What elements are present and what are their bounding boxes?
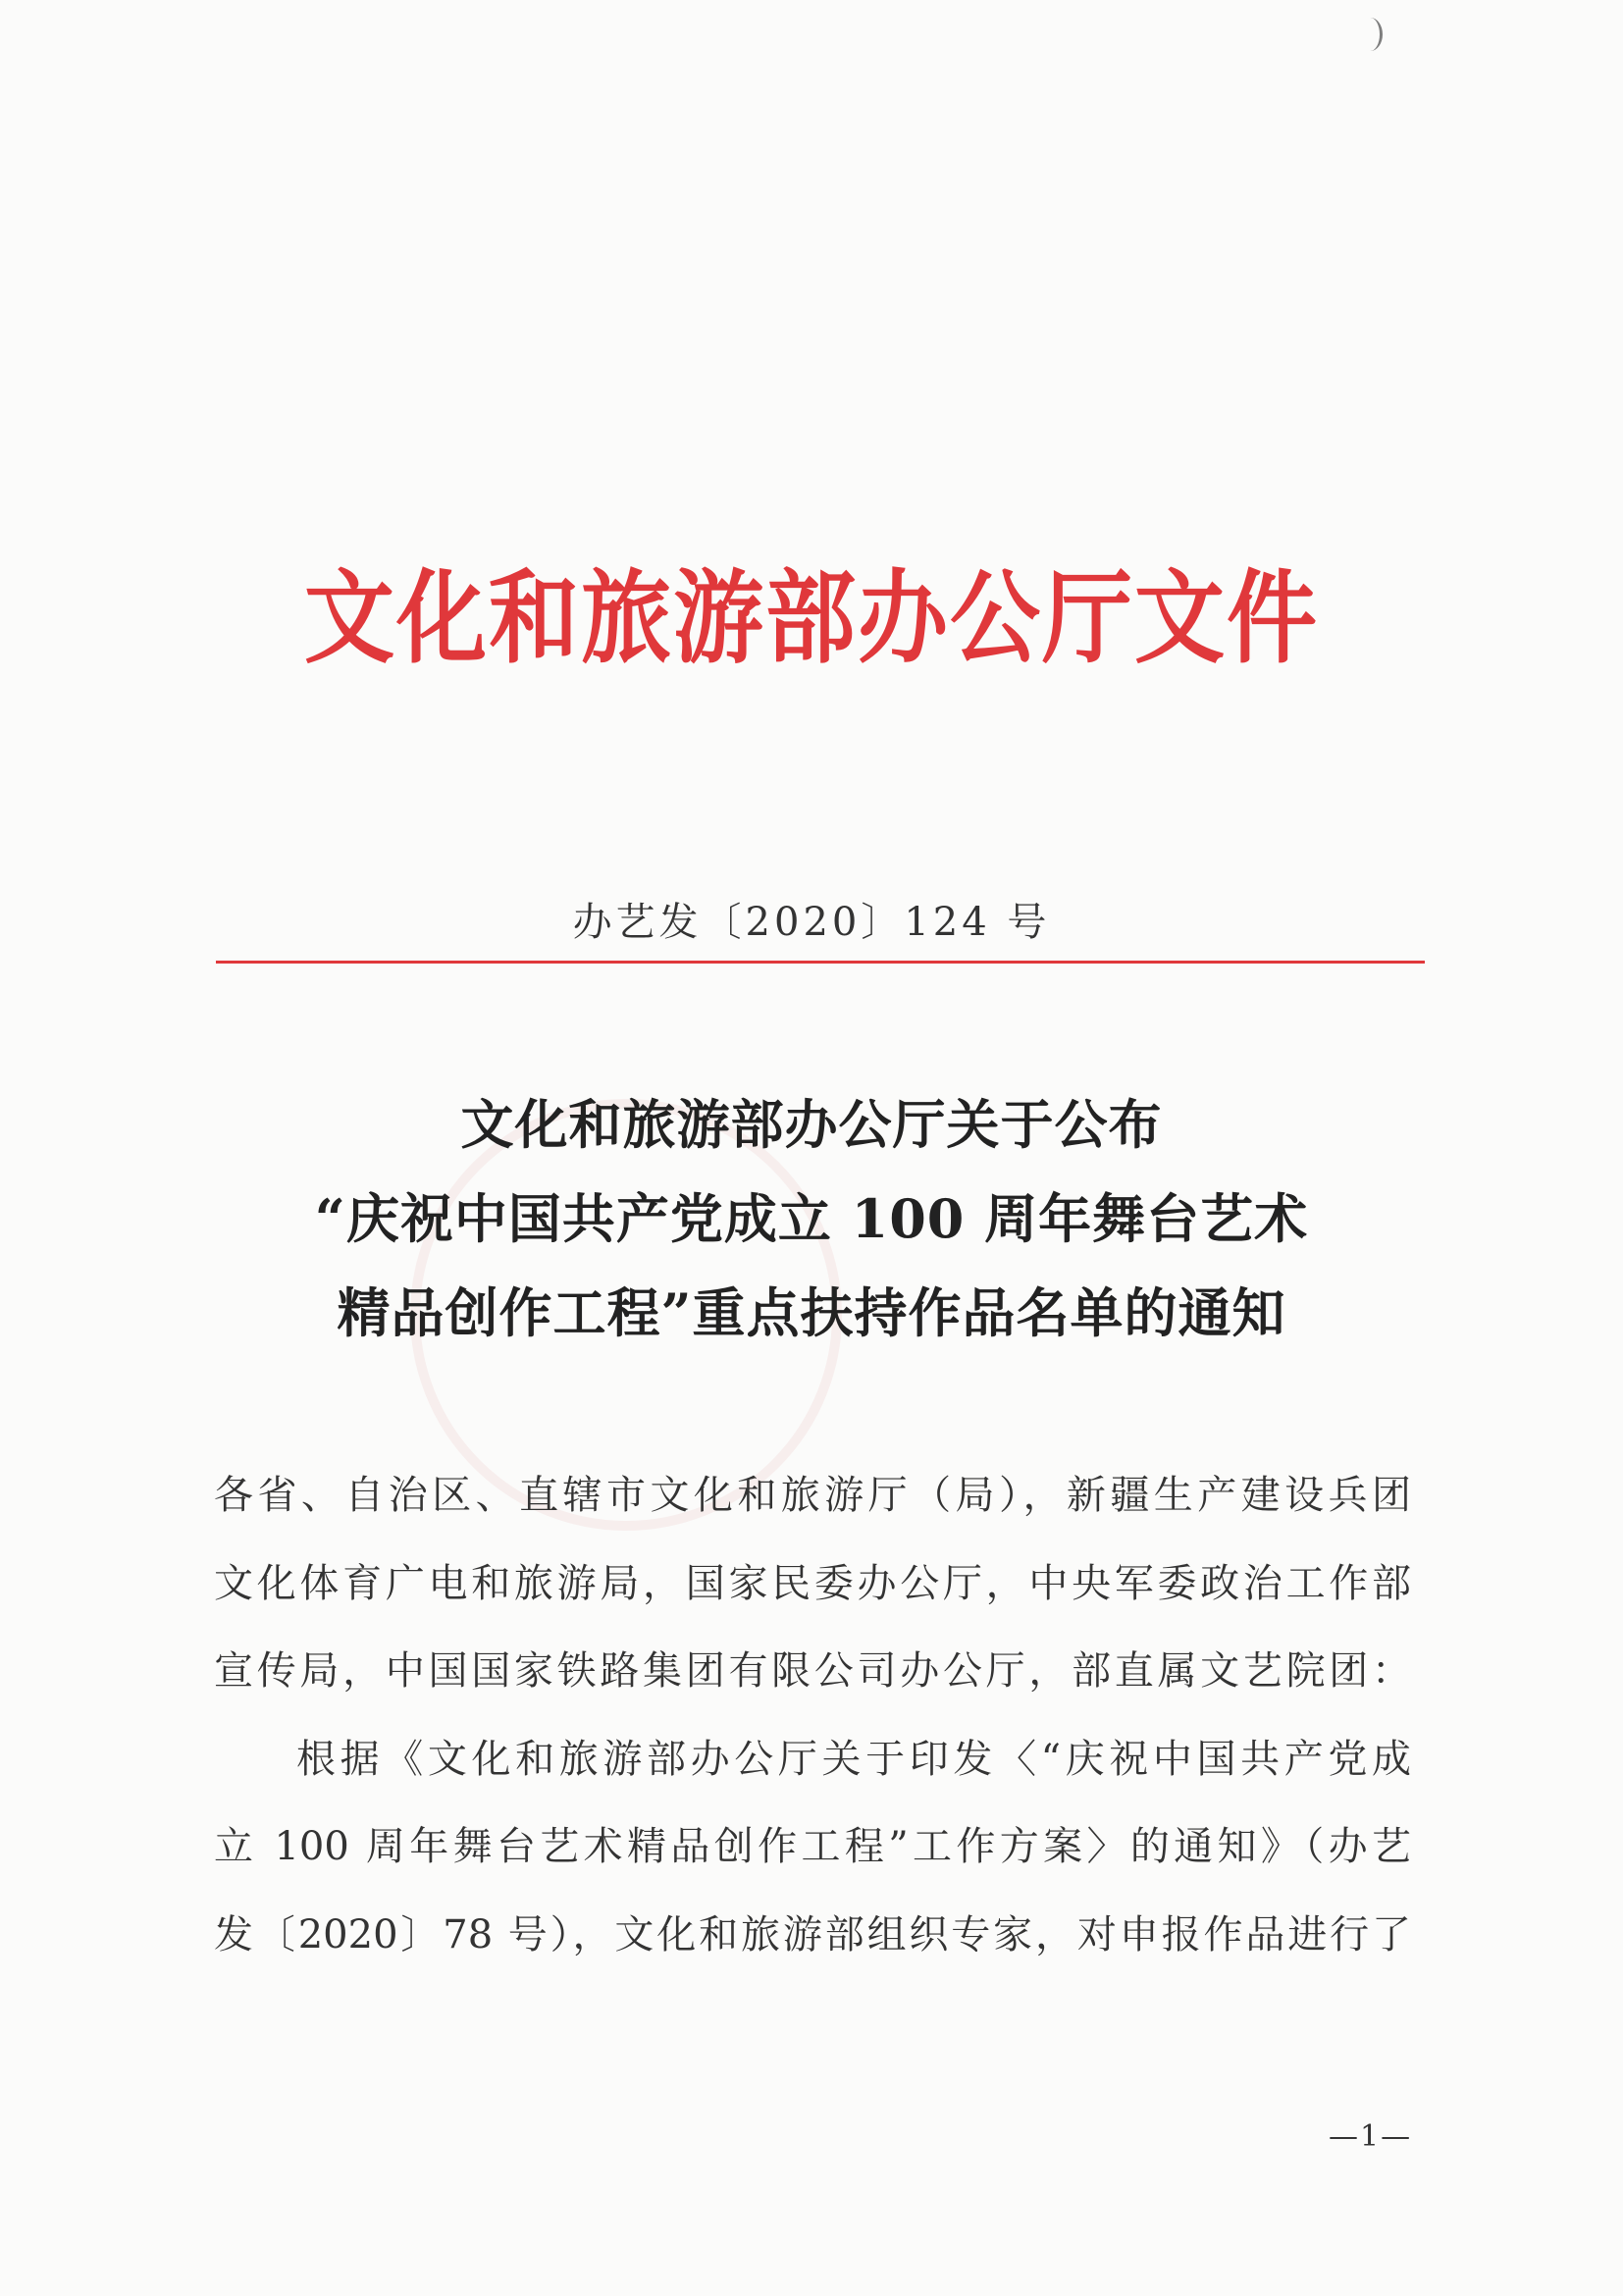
masthead-title: 文化和旅游部办公厅文件 [303,559,1319,678]
body-line-3: 宣传局，中国国家铁路集团有限公司办公厅，部直属文艺院团： [214,1648,1411,1695]
body-line-5: 立 100 周年舞台艺术精品创作工程”工作方案〉的通知》（办艺 [214,1824,1411,1870]
title-line-3: 精品创作工程”重点扶持作品名单的通知 [337,1281,1286,1344]
notice-body [214,1452,1411,1980]
document-number: 办艺发〔2020〕124 号 [572,900,1051,945]
body-line-2: 文化体育广电和旅游局，国家民委办公厅，中央军委政治工作部 [214,1560,1411,1606]
notice-title [0,1077,1623,1360]
title-line-1: 文化和旅游部办公厅关于公布 [460,1093,1163,1156]
body-line-1: 各省、自治区、直辖市文化和旅游厅（局），新疆生产建设兵团 [214,1473,1411,1518]
title-line-2: “庆祝中国共产党成立 100 周年舞台艺术 [314,1187,1309,1250]
body-line-4: 根据《文化和旅游部办公厅关于印发〈“庆祝中国共产党成 [296,1736,1411,1782]
red-separator-line [216,961,1425,964]
page-number: —1— [1329,2119,1413,2154]
body-line-6: 发〔2020〕78 号），文化和旅游部组织专家，对申报作品进行了 [214,1911,1411,1957]
scan-corner-mark [1358,18,1383,51]
